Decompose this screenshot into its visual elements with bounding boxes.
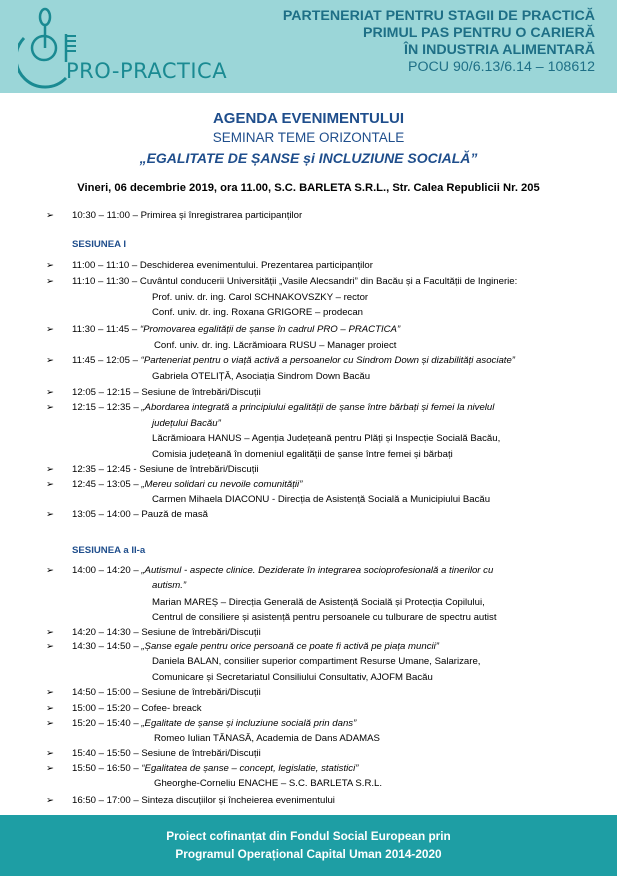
agenda-detail-line — [152, 580, 186, 592]
bullet-icon: ➢ — [46, 479, 55, 490]
agenda-time: 14:30 – 14:50 – — [72, 641, 142, 652]
bullet-icon: ➢ — [46, 260, 55, 271]
agenda-item — [72, 324, 400, 336]
agenda-detail-line: Conf. univ. dr. ing. Roxana GRIGORE – prodecan — [152, 307, 363, 318]
agenda-time: 14:00 – 14:20 – — [72, 565, 142, 576]
agenda-topic: “Parteneriat pentru o viață activă a persoanelor cu Sindrom Down și dizabilități asociate” — [140, 355, 515, 366]
agenda-topic: “Promovarea egalității de șanse în cadrul PRO – PRACTICA” — [139, 324, 401, 335]
agenda-time: 12:15 – 12:35 – — [72, 402, 142, 413]
bullet-icon: ➢ — [46, 387, 55, 398]
agenda-item: 10:30 – 11:00 – Primirea și înregistrarea participanților — [72, 210, 303, 221]
bullet-icon: ➢ — [46, 703, 55, 714]
agenda-topic: autism.” — [152, 580, 187, 591]
agenda-item — [72, 565, 493, 577]
footer-line-2: Programul Operațional Capital Uman 2014-2020 — [175, 847, 442, 861]
agenda-detail-line: Lăcrămioara HANUS – Agenția Județeană pentru Plăți și Inspecție Socială Bacău, — [152, 433, 501, 444]
bullet-icon: ➢ — [46, 464, 55, 475]
bullet-icon: ➢ — [46, 402, 55, 413]
bullet-icon: ➢ — [46, 687, 55, 698]
project-info — [283, 8, 595, 76]
bullet-icon: ➢ — [46, 324, 55, 335]
agenda-item — [72, 402, 494, 414]
project-line-3: ÎN INDUSTRIA ALIMENTARĂ — [404, 42, 595, 58]
agenda-detail-line: Gabriela OTELIȚĂ, Asociația Sindrom Down Bacău — [152, 371, 371, 382]
agenda-item: 13:05 – 14:00 – Pauză de masă — [72, 509, 209, 520]
agenda-item: 16:50 – 17:00 – Sinteza discuțiilor și încheierea evenimentului — [72, 795, 335, 806]
agenda-item: 11:10 – 11:30 – Cuvântul conducerii Universității „Vasile Alecsandri” din Bacău și a Facultății de Inginerie: — [72, 276, 518, 287]
agenda-detail-line: Gheorghe-Corneliu ENACHE – S.C. BARLETA S.R.L. — [154, 778, 383, 789]
agenda-detail-line: Prof. univ. dr. ing. Carol SCHNAKOVSZKY – rector — [152, 292, 369, 303]
agenda-topic: “Egalitatea de șanse – concept, legislatie, statistici” — [141, 763, 359, 774]
bullet-icon: ➢ — [46, 748, 55, 759]
agenda-item — [72, 718, 356, 730]
agenda-topic: „Egalitate de șanse și incluziune socială prin dans” — [141, 718, 357, 729]
agenda-detail-line: Centrul de consiliere și asistență pentru persoanele cu tulburare de spectru autist — [152, 612, 497, 623]
bullet-icon: ➢ — [46, 509, 55, 520]
agenda-time: 15:20 – 15:40 – — [72, 718, 142, 729]
agenda-item: 15:40 – 15:50 – Sesiune de întrebări/Discuții — [72, 748, 261, 759]
project-code: POCU 90/6.13/6.14 – 108612 — [408, 59, 595, 75]
agenda-item — [72, 355, 515, 367]
agenda-detail-line: Carmen Mihaela DIACONU - Direcția de Asistență Socială a Municipiului Bacău — [152, 494, 491, 505]
agenda-detail-line: Comisia județeană în domeniul egalității de șanse între femei și bărbați — [152, 449, 453, 460]
agenda-time: 12:45 – 13:05 – — [72, 479, 142, 490]
bullet-icon: ➢ — [46, 795, 55, 806]
agenda-item — [72, 479, 302, 491]
agenda-topic: județului Bacău” — [152, 418, 221, 429]
bullet-icon: ➢ — [46, 627, 55, 638]
project-line-1: PARTENERIAT PENTRU STAGII DE PRACTICĂ — [282, 8, 595, 24]
agenda-title: AGENDA EVENIMENTULUI — [212, 110, 405, 127]
bullet-icon: ➢ — [46, 718, 55, 729]
footer-banner — [0, 815, 617, 876]
agenda-detail-line: Conf. univ. dr. ing. Lăcrămioara RUSU – Manager proiect — [154, 340, 397, 351]
agenda-detail-line: Romeo Iulian TĂNASĂ, Academia de Dans ADAMAS — [154, 733, 380, 744]
agenda-detail-line: Marian MAREȘ – Direcția Generală de Asistență Socială și Protecția Copilului, — [152, 597, 485, 608]
bullet-icon: ➢ — [46, 641, 55, 652]
agenda-item: 12:35 – 12:45 - Sesiune de întrebări/Discuții — [72, 464, 259, 475]
agenda-item — [72, 763, 358, 775]
agenda-topic: „Abordarea integrată a principiului egalității de șanse între bărbați și femei la nivelul — [141, 402, 495, 413]
seminar-theme: „EGALITATE DE ȘANSE și INCLUZIUNE SOCIALĂ” — [139, 150, 478, 166]
project-line-2: PRIMUL PAS PENTRU O CARIERĂ — [362, 25, 595, 41]
agenda-time: 15:50 – 16:50 – — [72, 763, 142, 774]
date-and-place: Vineri, 06 decembrie 2019, ora 11.00, S.C. BARLETA S.R.L., Str. Calea Republicii Nr. 205 — [77, 182, 540, 194]
agenda-detail-line: Comunicare și Secretariatul Consiliului Consultativ, AJOFM Bacău — [152, 672, 433, 683]
bullet-icon: ➢ — [46, 355, 55, 366]
agenda-detail-line: Daniela BALAN, consilier superior compartiment Resurse Umane, Salarizare, — [152, 656, 481, 667]
agenda-topic: „Șanse egale pentru orice persoană ce poate fi activă pe piața muncii” — [141, 641, 439, 652]
bullet-icon: ➢ — [46, 276, 55, 287]
agenda-item: 14:50 – 15:00 – Sesiune de întrebări/Discuții — [72, 687, 261, 698]
session-heading: SESIUNEA I — [72, 239, 127, 250]
session-heading: SESIUNEA a II-a — [72, 545, 146, 556]
bullet-icon: ➢ — [46, 565, 55, 576]
agenda-time: 11:30 – 11:45 – — [72, 324, 140, 335]
agenda-topic: „Autismul - aspecte clinice. Deziderate în integrarea socioprofesională a tinerilor cu — [141, 565, 494, 576]
agenda-item: 15:00 – 15:20 – Cofee- breack — [72, 703, 202, 714]
header-banner — [0, 0, 617, 93]
agenda-topic: „Mereu solidari cu nevoile comunității” — [141, 479, 303, 490]
footer-line-1: Proiect cofinanțat din Fondul Social European prin — [166, 829, 451, 843]
bullet-icon: ➢ — [46, 210, 55, 221]
bullet-icon: ➢ — [46, 763, 55, 774]
agenda-item: 14:20 – 14:30 – Sesiune de întrebări/Discuții — [72, 627, 261, 638]
seminar-subtitle: SEMINAR TEME ORIZONTALE — [212, 130, 405, 145]
agenda-item — [72, 641, 439, 653]
agenda-time: 11:45 – 12:05 – — [72, 355, 141, 366]
logo-text: PRO-PRACTICA — [66, 59, 228, 83]
agenda-detail-line — [152, 418, 221, 430]
agenda-item: 12:05 – 12:15 – Sesiune de întrebări/Discuții — [72, 387, 261, 398]
agenda-item: 11:00 – 11:10 – Deschiderea evenimentului. Prezentarea participanților — [72, 260, 373, 271]
